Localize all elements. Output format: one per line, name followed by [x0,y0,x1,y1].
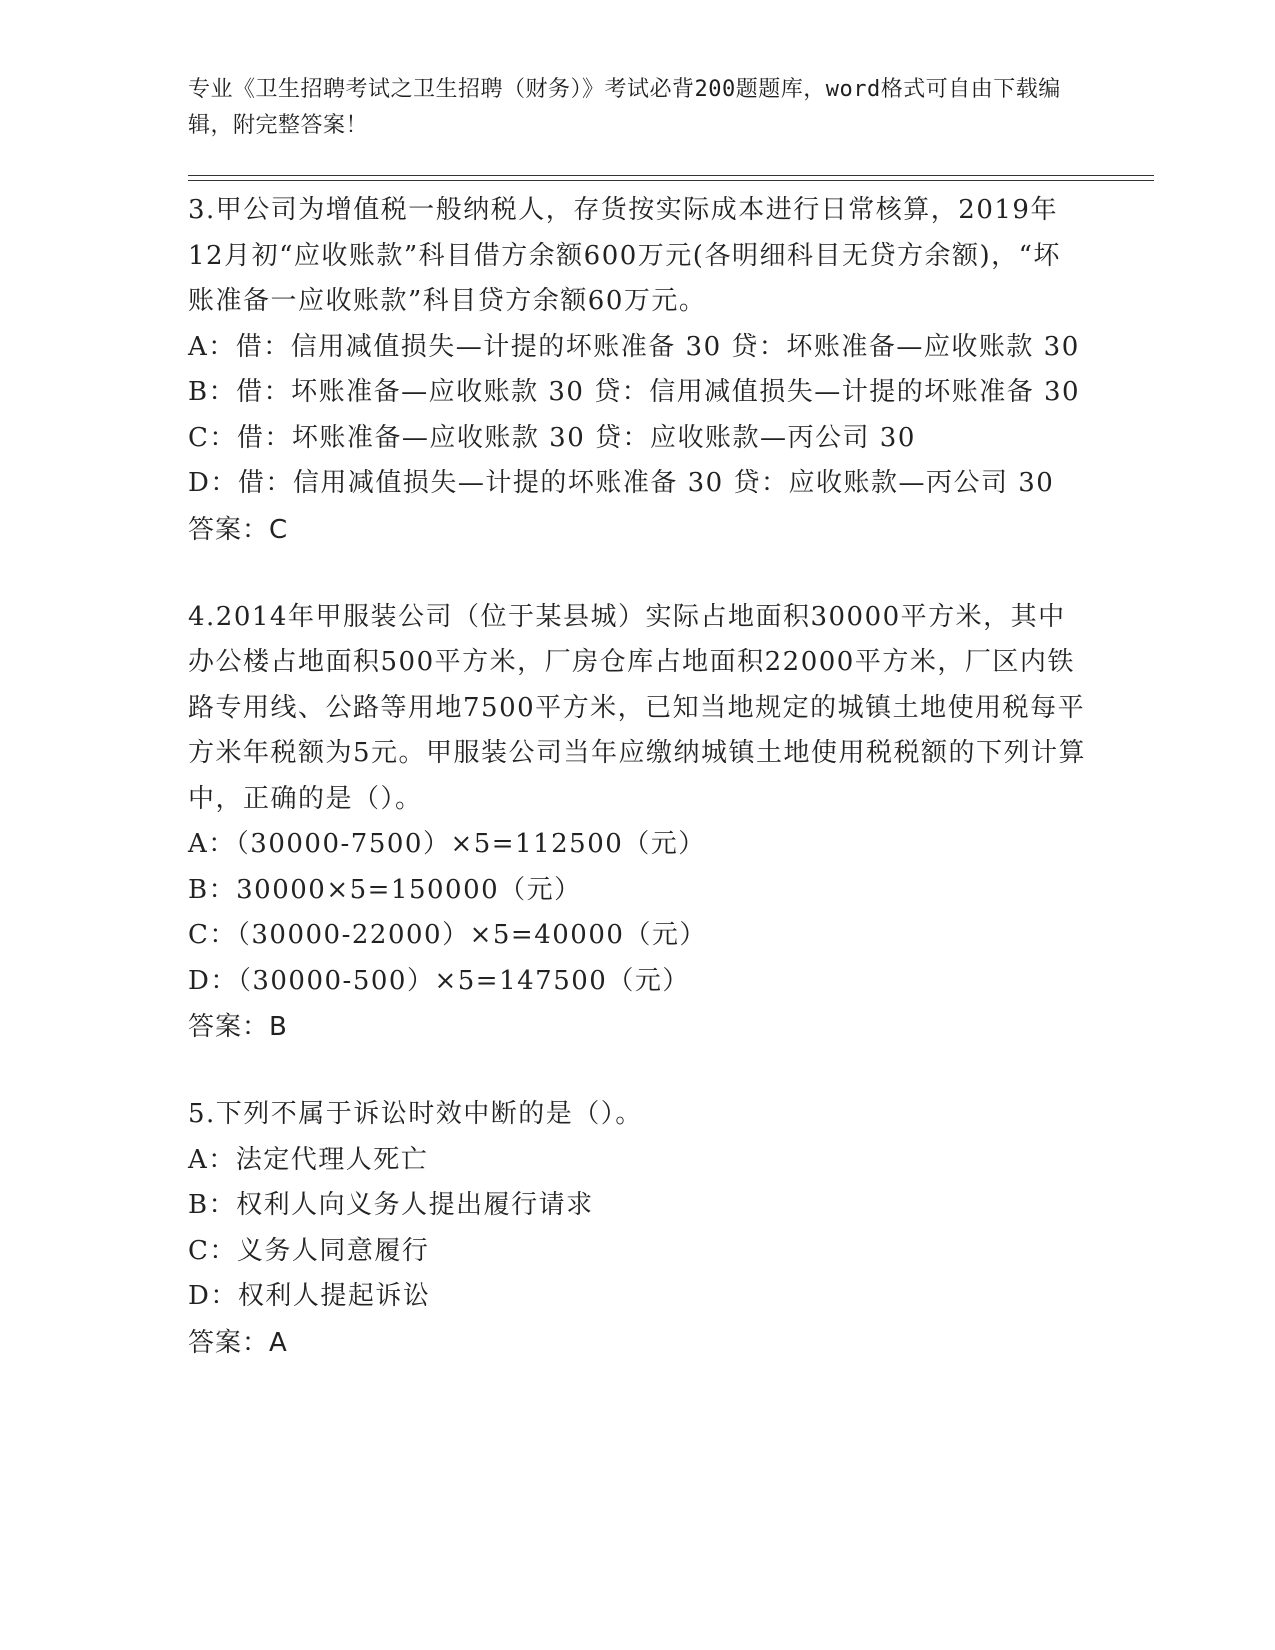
option-d: D：权利人提起诉讼 [188,1281,431,1311]
option-b: B：借：坏账准备—应收账款 30 贷：信用减值损失—计提的坏账准备 30 [188,377,1081,407]
option-c: C：（30000-22000）×5=40000（元） [188,920,707,950]
option-a: A：（30000-7500）×5=112500（元） [188,829,706,859]
questions-list [188,188,1088,1366]
question-5 [188,1092,1088,1366]
question-stem: 3.甲公司为增值税一般纳税人，存货按实际成本进行日常核算，2019年12月初“应收账款”科目借方余额600万元(各明细科目无贷方余额)，“坏账准备一应收账款”科目贷方余额60万元。 [188,195,1061,316]
option-b: B：权利人向义务人提出履行请求 [188,1190,594,1220]
document-header: 专业《卫生招聘考试之卫生招聘（财务）》考试必背200题题库，word格式可自由下载编辑，附完整答案！ [188,77,1061,138]
option-d: D：（30000-500）×5=147500（元） [188,965,690,996]
question-gap [188,1050,1088,1092]
header-divider-top [188,175,1154,176]
question-stem: 4.2014年甲服装公司（位于某县城）实际占地面积30000平方米，其中办公楼占地面积500平方米，厂房仓库占地面积22000平方米，厂区内铁路专用线、公路等用地7500平方米，已知当地规定的城镇土地使用税每平方米年税额为5元。甲服装公司当年应缴纳城镇土地使用税税额的下列计算中，正确的是（）。 [188,601,1087,814]
option-c: C：义务人同意履行 [188,1235,430,1266]
question-stem: 5.下列不属于诉讼时效中断的是（）。 [188,1099,643,1129]
option-a: A：法定代理人死亡 [188,1144,429,1175]
option-c: C：借：坏账准备—应收账款 30 贷：应收账款—丙公司 30 [188,422,916,453]
answer-line: 答案：A [188,1327,288,1358]
option-a: A：借：信用减值损失—计提的坏账准备 30 贷：坏账准备—应收账款 30 [188,331,1080,362]
option-d: D：借：信用减值损失—计提的坏账准备 30 贷：应收账款—丙公司 30 [188,468,1055,498]
answer-line: 答案：C [188,514,289,545]
option-b: B：30000×5=150000（元） [188,874,582,905]
question-gap [188,553,1088,595]
header-divider-bottom [188,180,1154,181]
question-4 [188,595,1088,1051]
answer-line: 答案：B [188,1012,288,1042]
question-3 [188,188,1088,553]
